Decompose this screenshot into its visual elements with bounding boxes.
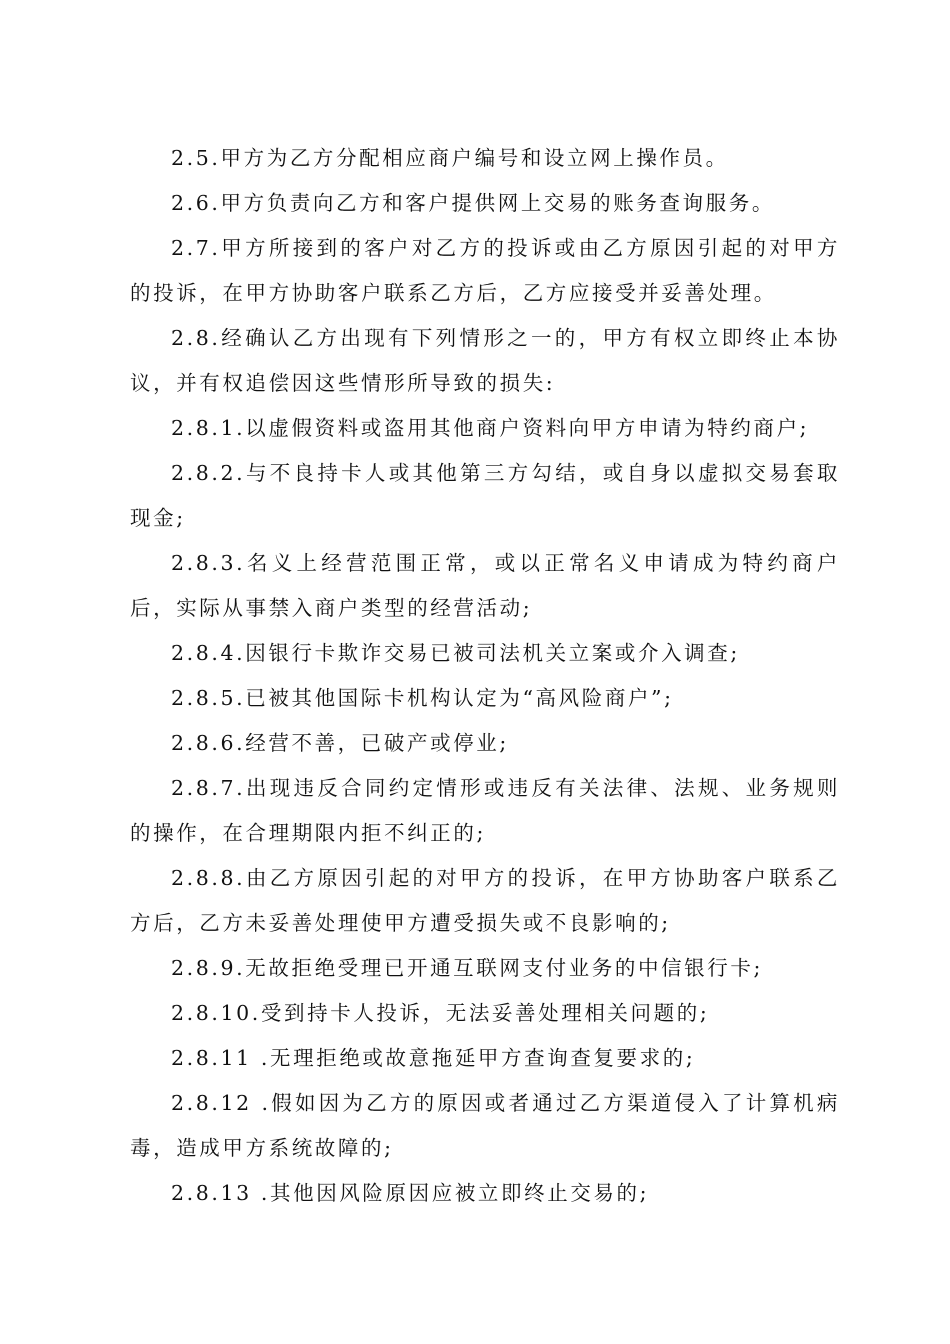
clause-2-8-2: 2.8.2.与不良持卡人或其他第三方勾结，或自身以虚拟交易套取现金; <box>130 461 840 530</box>
clause-2-7: 2.7.甲方所接到的客户对乙方的投诉或由乙方原因引起的对甲方的投诉，在甲方协助客户联系乙方后，乙方应接受并妥善处理。 <box>130 236 840 305</box>
clause-2-8-7: 2.8.7.出现违反合同约定情形或违反有关法律、法规、业务规则的操作，在合理期限内拒不纠正的; <box>130 776 840 845</box>
clause-2-5: 2.5.甲方为乙方分配相应商户编号和设立网上操作员。 <box>171 146 729 170</box>
document-body <box>130 136 840 1216</box>
clause-2-8-1: 2.8.1.以虚假资料或盗用其他商户资料向甲方申请为特约商户; <box>171 416 810 440</box>
clause-2-8-8: 2.8.8.由乙方原因引起的对甲方的投诉，在甲方协助客户联系乙方后，乙方未妥善处理使甲方遭受损失或不良影响的; <box>130 866 840 935</box>
clause-2-8-9: 2.8.9.无故拒绝受理已开通互联网支付业务的中信银行卡; <box>171 956 763 980</box>
clause-2-6: 2.6.甲方负责向乙方和客户提供网上交易的账务查询服务。 <box>171 191 775 215</box>
clause-2-8-3: 2.8.3.名义上经营范围正常，或以正常名义申请成为特约商户后，实际从事禁入商户类型的经营活动; <box>130 551 840 620</box>
clause-2-8-6: 2.8.6.经营不善，已破产或停业; <box>171 731 509 755</box>
clause-2-8: 2.8.经确认乙方出现有下列情形之一的，甲方有权立即终止本协议，并有权追偿因这些情形所导致的损失: <box>130 326 840 395</box>
clause-2-8-10: 2.8.10.受到持卡人投诉，无法妥善处理相关问题的; <box>171 1001 710 1025</box>
clause-2-8-4: 2.8.4.因银行卡欺诈交易已被司法机关立案或介入调查; <box>171 641 740 665</box>
clause-2-8-11: 2.8.11 .无理拒绝或故意拖延甲方查询查复要求的; <box>171 1046 696 1070</box>
clause-2-8-12: 2.8.12 .假如因为乙方的原因或者通过乙方渠道侵入了计算机病毒，造成甲方系统故障的; <box>130 1091 840 1160</box>
clause-2-8-13: 2.8.13 .其他因风险原因应被立即终止交易的; <box>171 1181 650 1205</box>
clause-2-8-5: 2.8.5.已被其他国际卡机构认定为“高风险商户”; <box>171 686 674 710</box>
